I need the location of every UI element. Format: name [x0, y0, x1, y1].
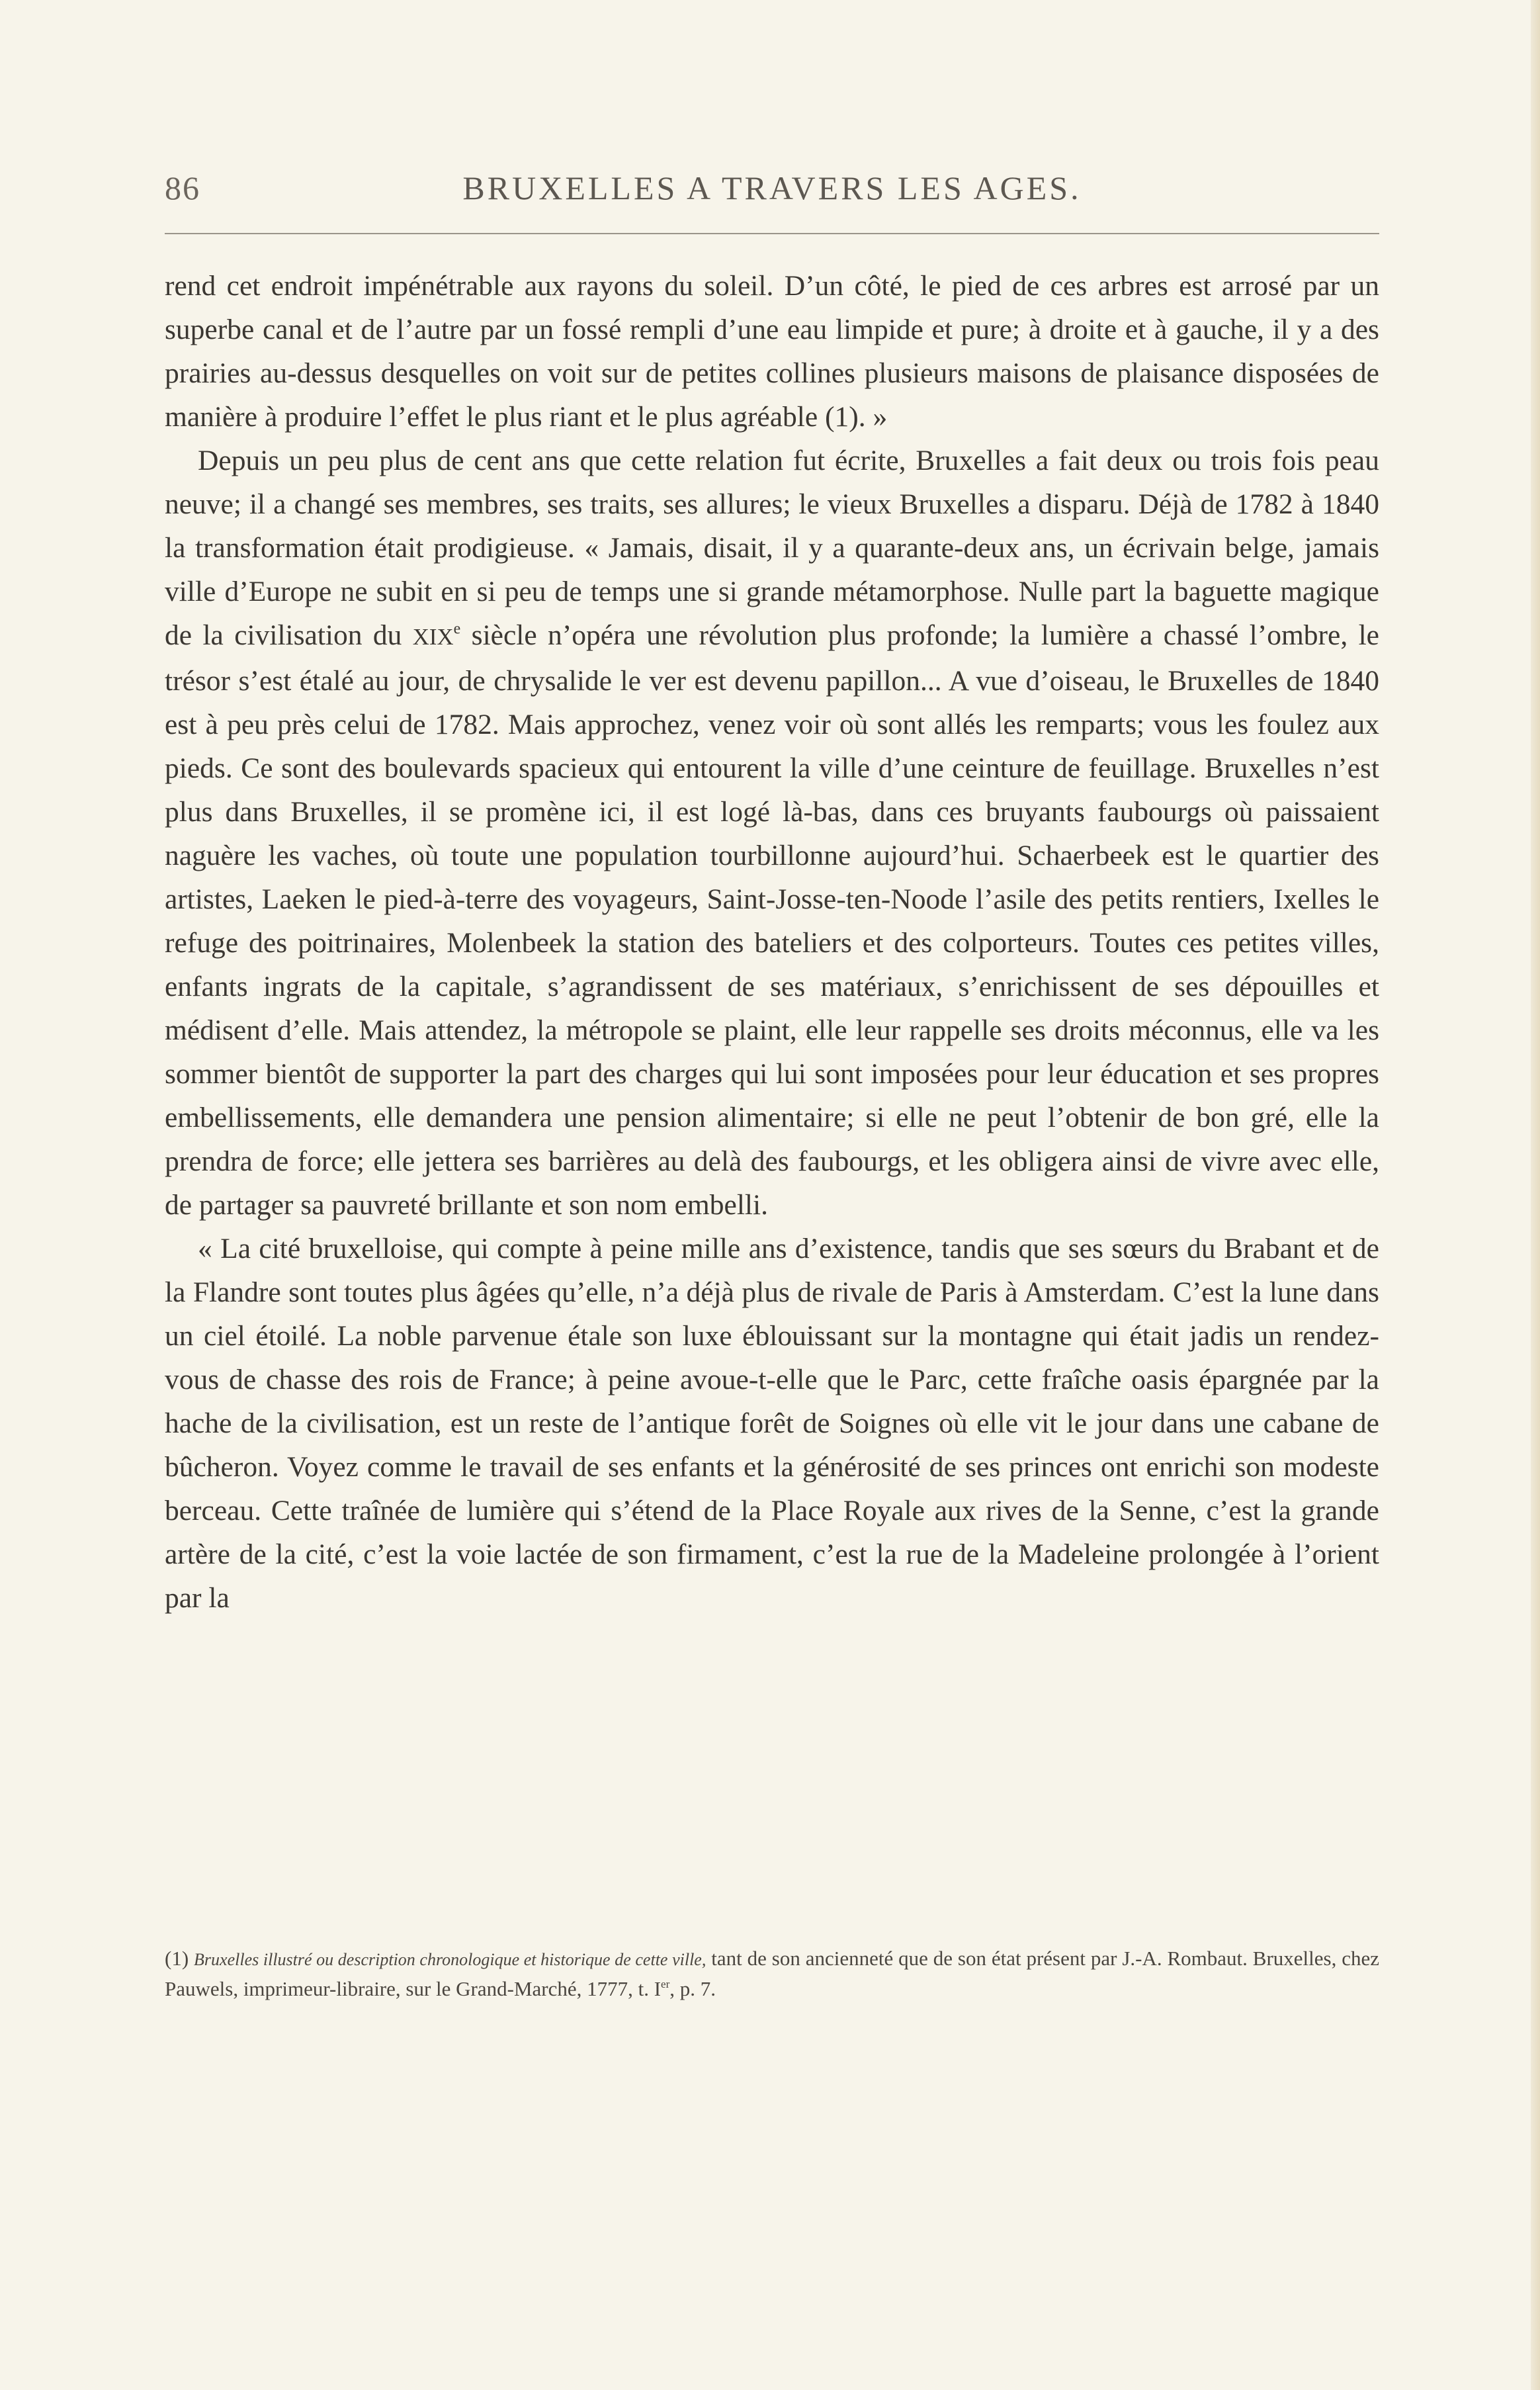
- page-header: [165, 169, 1379, 208]
- page-edge: [1531, 0, 1540, 2390]
- footnote-end: , p. 7.: [669, 1977, 716, 2000]
- paragraph-2-text-b: siècle n’opéra une révolution plus profonde; la lumière a chassé l’ombre, le trésor s’est étalé au jour, de chrysalide le ver est devenu papillon... A vue d’oiseau, le Bruxelles de 1840 est à peu près celui de 1782. Mais approchez, venez voir où sont allés les remparts; vous les foulez aux pieds. Ce sont des boulevards spacieux qui entourent la ville d’une ceinture de feuillage. Bruxelles n’est plus dans Bruxelles, il se promène ici, il est logé là-bas, dans ces bruyants faubourgs où paissaient naguère les vaches, où toute une population tourbillonne aujourd’hui. Schaerbeek est le quartier des artistes, Laeken le pied-à-terre des voyageurs, Saint-Josse-ten-Noode l’asile des petits rentiers, Ixelles le refuge des poitrinaires, Molenbeek la station des bateliers et des colporteurs. Toutes ces petites villes, enfants ingrats de la capitale, s’agrandissent de ses matériaux, s’enrichissent de ses dépouilles et médisent d’elle. Mais attendez, la métropole se plaint, elle leur rappelle ses droits méconnus, elle va les sommer bientôt de supporter la part des charges qui lui sont imposées pour leur éducation et ses propres embellissements, elle demandera une pension alimentaire; si elle ne peut l’obtenir de bon gré, elle la prendra de force; elle jettera ses barrières au delà des faubourgs, et les obligera ainsi de vivre avec elle, de partager sa pauvreté brillante et son nom embelli.: [165, 619, 1379, 1221]
- footnote-title: Bruxelles illustré ou description chronologique et historique de cette ville,: [194, 1950, 706, 1969]
- century-superscript: e: [453, 620, 461, 638]
- body-text: [165, 264, 1379, 1620]
- century-numeral: XIX: [412, 624, 454, 650]
- footnote-text: tant de son ancienneté que de son état présent par J.-A. Rombaut. Bruxelles, chez Pauwels, imprimeur-libraire, sur le Grand-Marché, 1777, t. I: [165, 1947, 1380, 2000]
- closing-quote: »: [865, 401, 888, 433]
- header-rule: [165, 233, 1379, 234]
- paragraph-2-text-a: Depuis un peu plus de cent ans que cette relation fut écrite, Bruxelles a fait deux ou trois fois peau neuve; il a changé ses membres, ses traits, ses allures; le vieux Bruxelles a disparu. Déjà de 1782 à 1840 la transformation était prodigieuse. « Jamais, disait, il y a quarante-deux ans, un écrivain belge, jamais ville d’Europe ne subit en si peu de temps une si grande métamorphose. Nulle part la baguette magique de la civilisation du: [165, 445, 1379, 651]
- running-title: BRUXELLES A TRAVERS LES AGES.: [462, 169, 1082, 206]
- paragraph-1: [165, 264, 1379, 439]
- footnote-reference: (1).: [825, 401, 866, 433]
- footnote-marker: (1): [165, 1947, 189, 1970]
- paragraph-3-text: « La cité bruxelloise, qui compte à peine mille ans d’existence, tandis que ses sœurs du Brabant et de la Flandre sont toutes plus âgées qu’elle, n’a déjà plus de rivale de Paris à Amsterdam. C’est la lune dans un ciel étoilé. La noble parvenue étale son luxe éblouissant sur la montagne qui était jadis un rendez-vous de chasse des rois de France; à peine avoue-t-elle que le Parc, cette fraîche oasis épargnée par la hache de la civilisation, est un reste de l’antique forêt de Soignes où elle vit le jour dans une cabane de bûcheron. Voyez comme le travail de ses enfants et la générosité de ses princes ont enrichi son modeste berceau. Cette traînée de lumière qui s’étend de la Place Royale aux rives de la Senne, c’est la grande artère de la cité, c’est la voie lactée de son firmament, c’est la rue de la Madeleine prolongée à l’orient par la: [165, 1233, 1379, 1614]
- page-number: 86: [165, 169, 200, 206]
- paragraph-2: [165, 439, 1379, 1227]
- paragraph-1-text: rend cet endroit impénétrable aux rayons du soleil. D’un côté, le pied de ces arbres est arrosé par un superbe canal et de l’autre par un fossé rempli d’une eau limpide et pure; à droite et à gauche, il y a des prairies au-dessus desquelles on voit sur de petites collines plusieurs maisons de plaisance disposées de manière à produire l’effet le plus riant et le plus agréable: [165, 270, 1379, 433]
- footnote: [165, 1944, 1379, 2004]
- footnote-superscript: er: [661, 1978, 670, 1991]
- paragraph-3: [165, 1227, 1379, 1620]
